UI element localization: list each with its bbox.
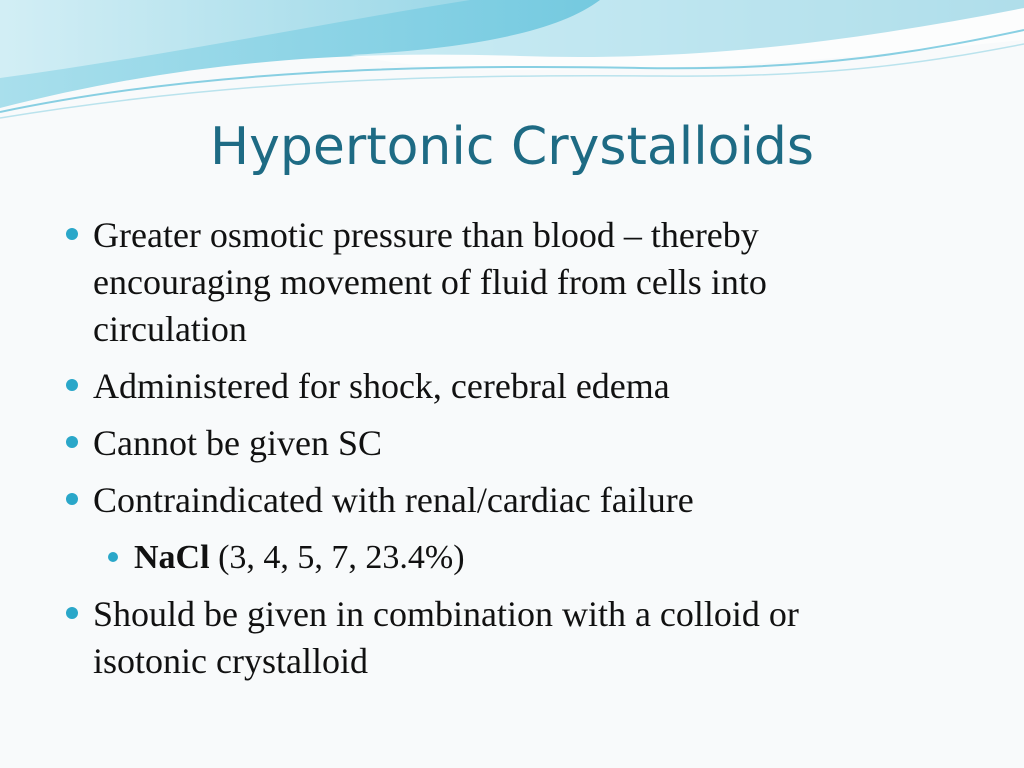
bullet-item — [0, 420, 893, 467]
bullet-dot-icon — [66, 493, 78, 505]
slide-title: Hypertonic Crystalloids — [209, 117, 815, 177]
bullet-dot-icon — [66, 228, 78, 240]
bullet-text: Cannot be given SC — [93, 423, 382, 463]
sub-bullet-text: (3, 4, 5, 7, 23.4%) — [209, 539, 465, 576]
bullet-item — [0, 363, 893, 410]
bullet-list — [0, 212, 1024, 695]
sub-bullet-bold-text: NaCl — [134, 539, 210, 576]
bullet-dot-icon — [66, 436, 78, 448]
sub-bullet-dot-icon — [108, 552, 118, 562]
bullet-dot-icon — [66, 607, 78, 619]
bullet-dot-icon — [66, 379, 78, 391]
bullet-item — [0, 212, 893, 353]
bullet-text: Contraindicated with renal/cardiac failure — [93, 480, 694, 520]
bullet-item — [0, 477, 893, 524]
bullet-text: Administered for shock, cerebral edema — [93, 366, 670, 406]
bullet-text: Should be given in combination with a colloid or isotonic crystalloid — [93, 594, 799, 681]
bullet-text: Greater osmotic pressure than blood – thereby encouraging movement of fluid from cells into circulation — [93, 215, 767, 349]
header-wave-decoration — [0, 0, 1024, 120]
sub-bullet-item — [0, 534, 1024, 581]
bullet-item — [0, 591, 893, 685]
